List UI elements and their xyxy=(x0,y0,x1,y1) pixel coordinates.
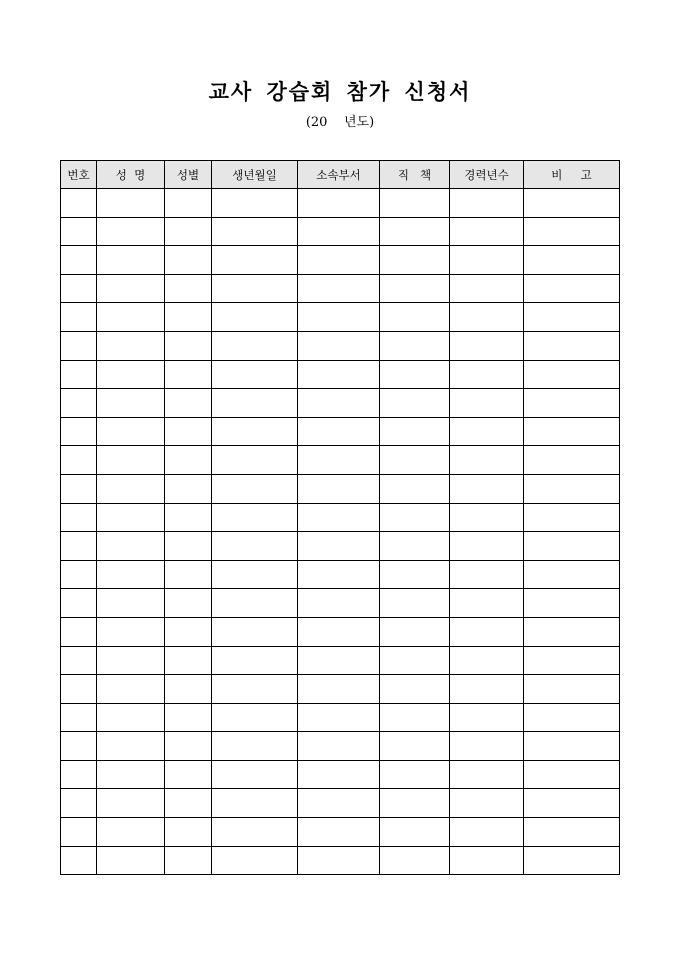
table-cell-birthdate xyxy=(212,675,298,704)
table-row xyxy=(61,446,620,475)
table-cell-remarks xyxy=(524,246,620,275)
table-cell-position xyxy=(380,760,450,789)
table-cell-years-of-experience xyxy=(450,560,524,589)
table-cell-remarks xyxy=(524,675,620,704)
table-row xyxy=(61,389,620,418)
table-cell-years-of-experience xyxy=(450,417,524,446)
table-cell-name xyxy=(97,360,165,389)
table-cell-gender xyxy=(165,532,212,561)
table-cell-birthdate xyxy=(212,589,298,618)
table-cell-name xyxy=(97,818,165,847)
table-cell-position xyxy=(380,274,450,303)
table-cell-gender xyxy=(165,389,212,418)
table-cell-remarks xyxy=(524,560,620,589)
table-cell-position xyxy=(380,331,450,360)
table-cell-department xyxy=(298,474,380,503)
table-cell-birthdate xyxy=(212,646,298,675)
table-cell-department xyxy=(298,389,380,418)
table-cell-birthdate xyxy=(212,303,298,332)
table-cell-gender xyxy=(165,818,212,847)
table-cell-number xyxy=(61,789,97,818)
table-cell-gender xyxy=(165,589,212,618)
table-cell-gender xyxy=(165,732,212,761)
table-cell-department xyxy=(298,417,380,446)
document-title: 교사 강습회 참가 신청서 xyxy=(208,79,472,104)
table-cell-remarks xyxy=(524,589,620,618)
table-cell-name xyxy=(97,589,165,618)
table-row xyxy=(61,217,620,246)
table-cell-position xyxy=(380,732,450,761)
column-header-position: 직 책 xyxy=(380,161,450,189)
table-row xyxy=(61,360,620,389)
table-cell-gender xyxy=(165,703,212,732)
table-cell-name xyxy=(97,617,165,646)
table-cell-position xyxy=(380,675,450,704)
column-header-birthdate: 생년월일 xyxy=(212,161,298,189)
table-cell-name xyxy=(97,675,165,704)
table-cell-birthdate xyxy=(212,274,298,303)
table-cell-years-of-experience xyxy=(450,303,524,332)
table-cell-gender xyxy=(165,331,212,360)
table-cell-name xyxy=(97,417,165,446)
table-cell-birthdate xyxy=(212,760,298,789)
table-cell-remarks xyxy=(524,532,620,561)
table-cell-remarks xyxy=(524,331,620,360)
table-row xyxy=(61,589,620,618)
table-cell-number xyxy=(61,560,97,589)
table-row xyxy=(61,417,620,446)
table-cell-gender xyxy=(165,303,212,332)
table-cell-years-of-experience xyxy=(450,189,524,218)
table-cell-birthdate xyxy=(212,474,298,503)
table-cell-department xyxy=(298,560,380,589)
table-cell-remarks xyxy=(524,446,620,475)
table-cell-years-of-experience xyxy=(450,732,524,761)
table-cell-years-of-experience xyxy=(450,846,524,875)
table-cell-department xyxy=(298,617,380,646)
column-header-department: 소속부서 xyxy=(298,161,380,189)
table-cell-number xyxy=(61,417,97,446)
table-cell-position xyxy=(380,360,450,389)
table-cell-number xyxy=(61,389,97,418)
table-cell-department xyxy=(298,503,380,532)
column-header-name: 성 명 xyxy=(97,161,165,189)
table-cell-position xyxy=(380,474,450,503)
table-cell-remarks xyxy=(524,417,620,446)
table-cell-gender xyxy=(165,503,212,532)
table-cell-position xyxy=(380,189,450,218)
table-cell-remarks xyxy=(524,789,620,818)
table-cell-number xyxy=(61,331,97,360)
table-cell-gender xyxy=(165,360,212,389)
table-cell-name xyxy=(97,274,165,303)
table-cell-department xyxy=(298,703,380,732)
table-cell-gender xyxy=(165,274,212,303)
table-cell-position xyxy=(380,818,450,847)
table-cell-department xyxy=(298,760,380,789)
table-cell-name xyxy=(97,389,165,418)
table-cell-position xyxy=(380,617,450,646)
table-cell-department xyxy=(298,217,380,246)
table-cell-position xyxy=(380,846,450,875)
table-cell-years-of-experience xyxy=(450,360,524,389)
table-cell-name xyxy=(97,331,165,360)
table-cell-birthdate xyxy=(212,331,298,360)
table-cell-years-of-experience xyxy=(450,589,524,618)
table-cell-name xyxy=(97,760,165,789)
table-cell-birthdate xyxy=(212,560,298,589)
table-cell-department xyxy=(298,303,380,332)
table-row xyxy=(61,789,620,818)
table-cell-number xyxy=(61,503,97,532)
table-cell-position xyxy=(380,589,450,618)
table-cell-department xyxy=(298,846,380,875)
table-cell-position xyxy=(380,560,450,589)
table-cell-department xyxy=(298,589,380,618)
table-cell-number xyxy=(61,846,97,875)
table-cell-number xyxy=(61,474,97,503)
table-cell-years-of-experience xyxy=(450,246,524,275)
table-cell-remarks xyxy=(524,646,620,675)
table-cell-remarks xyxy=(524,389,620,418)
column-header-number: 번호 xyxy=(61,161,97,189)
table-cell-number xyxy=(61,675,97,704)
table-cell-department xyxy=(298,789,380,818)
table-cell-department xyxy=(298,646,380,675)
table-cell-position xyxy=(380,503,450,532)
table-cell-gender xyxy=(165,675,212,704)
table-cell-position xyxy=(380,703,450,732)
table-cell-remarks xyxy=(524,474,620,503)
table-cell-years-of-experience xyxy=(450,818,524,847)
table-cell-remarks xyxy=(524,303,620,332)
table-cell-name xyxy=(97,532,165,561)
table-cell-department xyxy=(298,675,380,704)
table-cell-department xyxy=(298,446,380,475)
table-cell-birthdate xyxy=(212,417,298,446)
table-cell-position xyxy=(380,303,450,332)
table-cell-birthdate xyxy=(212,846,298,875)
table-cell-birthdate xyxy=(212,189,298,218)
table-cell-name xyxy=(97,446,165,475)
table-cell-years-of-experience xyxy=(450,446,524,475)
table-cell-birthdate xyxy=(212,532,298,561)
table-cell-years-of-experience xyxy=(450,617,524,646)
table-cell-gender xyxy=(165,646,212,675)
table-cell-remarks xyxy=(524,846,620,875)
table-cell-birthdate xyxy=(212,217,298,246)
table-row xyxy=(61,732,620,761)
column-header-gender: 성별 xyxy=(165,161,212,189)
table-cell-number xyxy=(61,760,97,789)
table-row xyxy=(61,246,620,275)
table-cell-years-of-experience xyxy=(450,389,524,418)
table-cell-remarks xyxy=(524,189,620,218)
table-cell-birthdate xyxy=(212,446,298,475)
table-row xyxy=(61,760,620,789)
table-cell-gender xyxy=(165,617,212,646)
table-row xyxy=(61,818,620,847)
table-cell-number xyxy=(61,274,97,303)
table-cell-remarks xyxy=(524,274,620,303)
table-cell-gender xyxy=(165,446,212,475)
table-row xyxy=(61,560,620,589)
table-cell-number xyxy=(61,617,97,646)
table-cell-number xyxy=(61,732,97,761)
table-row xyxy=(61,274,620,303)
table-cell-department xyxy=(298,818,380,847)
table-cell-birthdate xyxy=(212,360,298,389)
table-cell-number xyxy=(61,818,97,847)
table-cell-name xyxy=(97,303,165,332)
table-cell-number xyxy=(61,446,97,475)
table-cell-birthdate xyxy=(212,389,298,418)
table-cell-department xyxy=(298,189,380,218)
table-cell-years-of-experience xyxy=(450,646,524,675)
table-row xyxy=(61,617,620,646)
table-cell-birthdate xyxy=(212,503,298,532)
table-cell-remarks xyxy=(524,503,620,532)
table-cell-department xyxy=(298,732,380,761)
application-table xyxy=(60,160,620,875)
table-cell-years-of-experience xyxy=(450,703,524,732)
table-cell-name xyxy=(97,217,165,246)
table-cell-department xyxy=(298,360,380,389)
table-cell-position xyxy=(380,389,450,418)
table-cell-birthdate xyxy=(212,617,298,646)
table-row xyxy=(61,474,620,503)
table-cell-gender xyxy=(165,760,212,789)
table-cell-department xyxy=(298,532,380,561)
table-cell-birthdate xyxy=(212,818,298,847)
table-cell-years-of-experience xyxy=(450,532,524,561)
table-cell-gender xyxy=(165,217,212,246)
table-row xyxy=(61,846,620,875)
table-cell-number xyxy=(61,589,97,618)
table-cell-department xyxy=(298,274,380,303)
table-cell-name xyxy=(97,246,165,275)
table-body xyxy=(61,189,620,875)
table-cell-department xyxy=(298,331,380,360)
column-header-years-of-experience: 경력년수 xyxy=(450,161,524,189)
table-row xyxy=(61,331,620,360)
table-cell-remarks xyxy=(524,360,620,389)
table-cell-position xyxy=(380,646,450,675)
table-cell-gender xyxy=(165,417,212,446)
table-row xyxy=(61,532,620,561)
table-cell-number xyxy=(61,303,97,332)
table-cell-number xyxy=(61,646,97,675)
table-cell-department xyxy=(298,246,380,275)
table-cell-number xyxy=(61,360,97,389)
table-cell-birthdate xyxy=(212,246,298,275)
table-row xyxy=(61,303,620,332)
table-cell-name xyxy=(97,474,165,503)
table-cell-years-of-experience xyxy=(450,474,524,503)
table-cell-years-of-experience xyxy=(450,331,524,360)
table-cell-years-of-experience xyxy=(450,675,524,704)
table-row xyxy=(61,703,620,732)
table-cell-years-of-experience xyxy=(450,503,524,532)
table-cell-name xyxy=(97,846,165,875)
table-cell-name xyxy=(97,703,165,732)
table-cell-name xyxy=(97,189,165,218)
table-header-row xyxy=(61,161,620,189)
table-cell-number xyxy=(61,703,97,732)
table-cell-position xyxy=(380,789,450,818)
table-cell-number xyxy=(61,217,97,246)
table-cell-number xyxy=(61,532,97,561)
table-cell-gender xyxy=(165,474,212,503)
table-cell-gender xyxy=(165,789,212,818)
table-row xyxy=(61,503,620,532)
table-cell-years-of-experience xyxy=(450,760,524,789)
table-cell-birthdate xyxy=(212,789,298,818)
table-cell-remarks xyxy=(524,760,620,789)
table-row xyxy=(61,189,620,218)
table-cell-remarks xyxy=(524,818,620,847)
table-cell-name xyxy=(97,732,165,761)
table-cell-position xyxy=(380,217,450,246)
document-year: (20 년도) xyxy=(305,115,375,130)
table-cell-gender xyxy=(165,189,212,218)
table-cell-remarks xyxy=(524,732,620,761)
table-cell-birthdate xyxy=(212,703,298,732)
table-cell-gender xyxy=(165,560,212,589)
table-cell-number xyxy=(61,189,97,218)
table-cell-gender xyxy=(165,846,212,875)
table-row xyxy=(61,646,620,675)
table-cell-years-of-experience xyxy=(450,217,524,246)
table-cell-years-of-experience xyxy=(450,274,524,303)
table-cell-name xyxy=(97,789,165,818)
table-cell-name xyxy=(97,646,165,675)
table-cell-birthdate xyxy=(212,732,298,761)
table-cell-position xyxy=(380,446,450,475)
table-cell-name xyxy=(97,503,165,532)
table-cell-remarks xyxy=(524,217,620,246)
table-cell-remarks xyxy=(524,617,620,646)
table-row xyxy=(61,675,620,704)
table-cell-number xyxy=(61,246,97,275)
column-header-remarks: 비 고 xyxy=(524,161,620,189)
table-cell-remarks xyxy=(524,703,620,732)
table-cell-years-of-experience xyxy=(450,789,524,818)
table-cell-position xyxy=(380,246,450,275)
table-cell-gender xyxy=(165,246,212,275)
table-cell-position xyxy=(380,532,450,561)
table-cell-position xyxy=(380,417,450,446)
table-cell-name xyxy=(97,560,165,589)
